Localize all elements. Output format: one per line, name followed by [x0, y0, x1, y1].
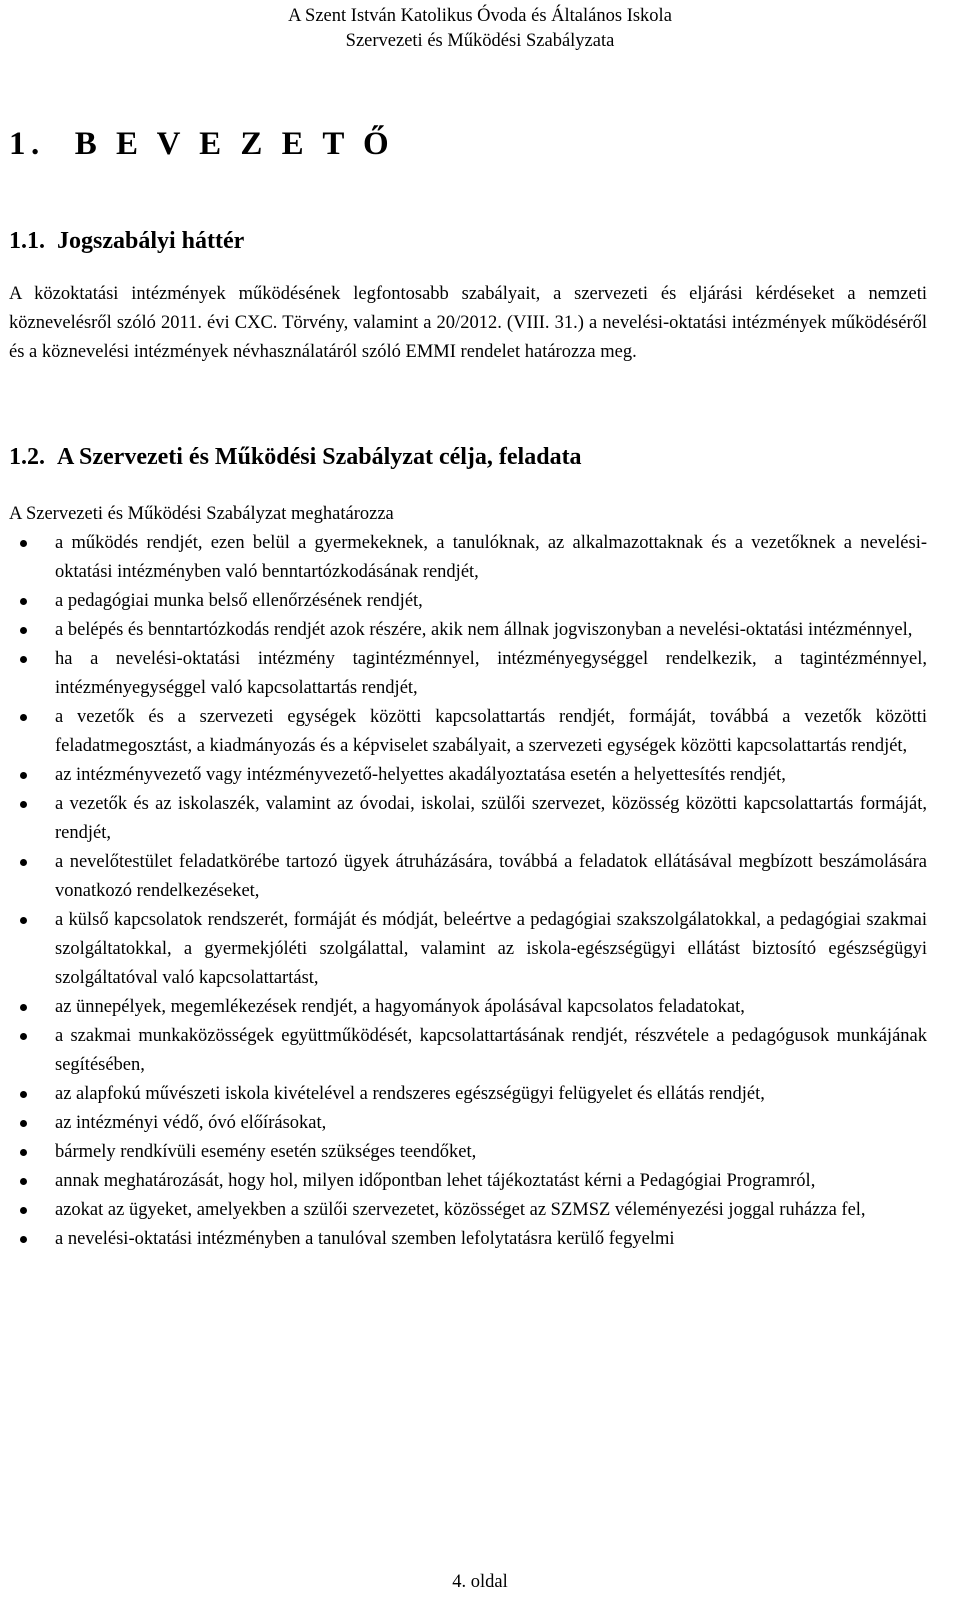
- bullet-text: ha a nevelési-oktatási intézmény tagintézménnyel, intézményegységgel rendelkezik, a tagintézménnyel, intézményegységgel való kapcsolattartás rendjét,: [55, 649, 927, 698]
- section-number: 1.: [9, 126, 45, 162]
- bullet-text: a nevelési-oktatási intézményben a tanulóval szemben lefolytatásra kerülő fegyelmi: [55, 1229, 675, 1249]
- bullet-item: [0, 1138, 927, 1167]
- bullet-text: a pedagógiai munka belső ellenőrzésének rendjét,: [55, 591, 423, 611]
- bullet-item: [0, 1080, 927, 1109]
- bullet-text: a belépés és benntartózkodás rendjét azok részére, akik nem állnak jogviszonyban a nevelési-oktatási intézménnyel,: [55, 620, 913, 640]
- bullet-dot-icon: [20, 859, 27, 866]
- bullet-dot-icon: [20, 1236, 27, 1243]
- bullet-dot-icon: [20, 1178, 27, 1185]
- subsection-number: 1.1.: [9, 228, 45, 254]
- bullet-item: [0, 1109, 927, 1138]
- bullet-text: az intézményvezető vagy intézményvezető-helyettes akadályoztatása esetén a helyettesítés rendjét,: [55, 765, 786, 785]
- bullet-item: [0, 703, 927, 761]
- bullet-dot-icon: [20, 714, 27, 721]
- bullet-dot-icon: [20, 540, 27, 547]
- bullet-text: a nevelőtestület feladatkörébe tartozó ügyek átruházására, továbbá a feladatok ellátásával megbízott beszámolására vonatkozó rendelkezéseket,: [55, 852, 927, 901]
- purpose-intro-paragraph: A Szervezeti és Működési Szabályzat meghatározza: [9, 504, 394, 524]
- subsection-title: Jogszabályi háttér: [57, 228, 245, 254]
- bullet-item: [0, 993, 927, 1022]
- bullet-item: [0, 906, 927, 993]
- bullet-dot-icon: [20, 772, 27, 779]
- header-document-name: Szervezeti és Működési Szabályzata: [345, 31, 615, 51]
- bullet-text: az ünnepélyek, megemlékezések rendjét, a hagyományok ápolásával kapcsolatos feladatokat,: [55, 997, 745, 1017]
- bullet-text: azokat az ügyeket, amelyekben a szülői szervezetet, közösséget az SZMSZ véleményezési joggal ruházza fel,: [55, 1200, 866, 1220]
- bullet-text: az intézményi védő, óvó előírásokat,: [55, 1113, 327, 1133]
- subsection-number: 1.2.: [9, 444, 45, 470]
- bullet-item: [0, 1225, 927, 1254]
- bullet-dot-icon: [20, 598, 27, 605]
- bullet-text: a vezetők és a szervezeti egységek közötti kapcsolattartás rendjét, formáját, továbbá a vezetők közötti feladatmegosztást, a kiadmányozás és a képviselet szabályait, a szervezeti egységek közötti kapcsolattartás rendjét,: [55, 707, 927, 756]
- bullet-dot-icon: [20, 656, 27, 663]
- purpose-bullet-list: [0, 529, 927, 1254]
- bullet-dot-icon: [20, 1033, 27, 1040]
- bullet-item: [0, 1167, 927, 1196]
- header-school-name: A Szent István Katolikus Óvoda és Általános Iskola: [288, 6, 672, 26]
- bullet-text: az alapfokú művészeti iskola kivételével a rendszeres egészségügyi felügyelet és ellátás rendjét,: [55, 1084, 765, 1104]
- bullet-item: [0, 1196, 927, 1225]
- bullet-item: [0, 587, 927, 616]
- bullet-dot-icon: [20, 1120, 27, 1127]
- bullet-item: [0, 529, 927, 587]
- bullet-text: a külső kapcsolatok rendszerét, formáját és módját, beleértve a pedagógiai szakszolgálatokkal, a pedagógiai szakmai szolgáltatokkal, a gyermekjóléti szolgálattal, valamint az iskola-egészségügyi ellátást biztosító egészségügyi szolgáltatóval való kapcsolattartást,: [55, 910, 927, 988]
- bullet-text: a szakmai munkaközösségek együttműködését, kapcsolattartásának rendjét, részvétele a pedagógusok munkájának segítésében,: [55, 1026, 927, 1075]
- page-number: 4. oldal: [452, 1572, 508, 1592]
- bullet-dot-icon: [20, 1091, 27, 1098]
- bullet-text: annak meghatározását, hogy hol, milyen időpontban lehet tájékoztatást kérni a Pedagógiai Programról,: [55, 1171, 816, 1191]
- bullet-text: a működés rendjét, ezen belül a gyermekeknek, a tanulóknak, az alkalmazottaknak és a vezetőknek a nevelési-oktatási intézményben való benntartózkodásának rendjét,: [55, 533, 927, 582]
- section-heading: [9, 126, 394, 163]
- bullet-text: a vezetők és az iskolaszék, valamint az óvodai, iskolai, szülői szervezet, közösség közötti kapcsolattartás formáját, rendjét,: [55, 794, 927, 843]
- bullet-dot-icon: [20, 627, 27, 634]
- legal-background-paragraph: A közoktatási intézmények működésének legfontosabb szabályait, a szervezeti és eljárási kérdéseket a nemzeti köznevelésről szóló 2011. évi CXC. Törvény, valamint a 20/2012. (VIII. 31.) a nevelési-oktatási intézmények működéséről és a köznevelési intézmények névhasználatáról szóló EMMI rendelet határozza meg.: [9, 284, 927, 362]
- bullet-dot-icon: [20, 801, 27, 808]
- bullet-dot-icon: [20, 1149, 27, 1156]
- bullet-dot-icon: [20, 1004, 27, 1011]
- bullet-item: [0, 761, 927, 790]
- bullet-item: [0, 1022, 927, 1080]
- bullet-dot-icon: [20, 917, 27, 924]
- bullet-item: [0, 645, 927, 703]
- bullet-item: [0, 616, 927, 645]
- subsection-heading-legal-background: [9, 228, 244, 255]
- subsection-heading-purpose: [9, 444, 582, 471]
- page-header: [0, 4, 960, 54]
- bullet-dot-icon: [20, 1207, 27, 1214]
- bullet-item: [0, 790, 927, 848]
- bullet-item: [0, 848, 927, 906]
- section-title: B E V E Z E T Ő: [74, 126, 395, 162]
- bullet-text: bármely rendkívüli esemény esetén szükséges teendőket,: [55, 1142, 477, 1162]
- subsection-title: A Szervezeti és Működési Szabályzat célja, feladata: [57, 444, 582, 470]
